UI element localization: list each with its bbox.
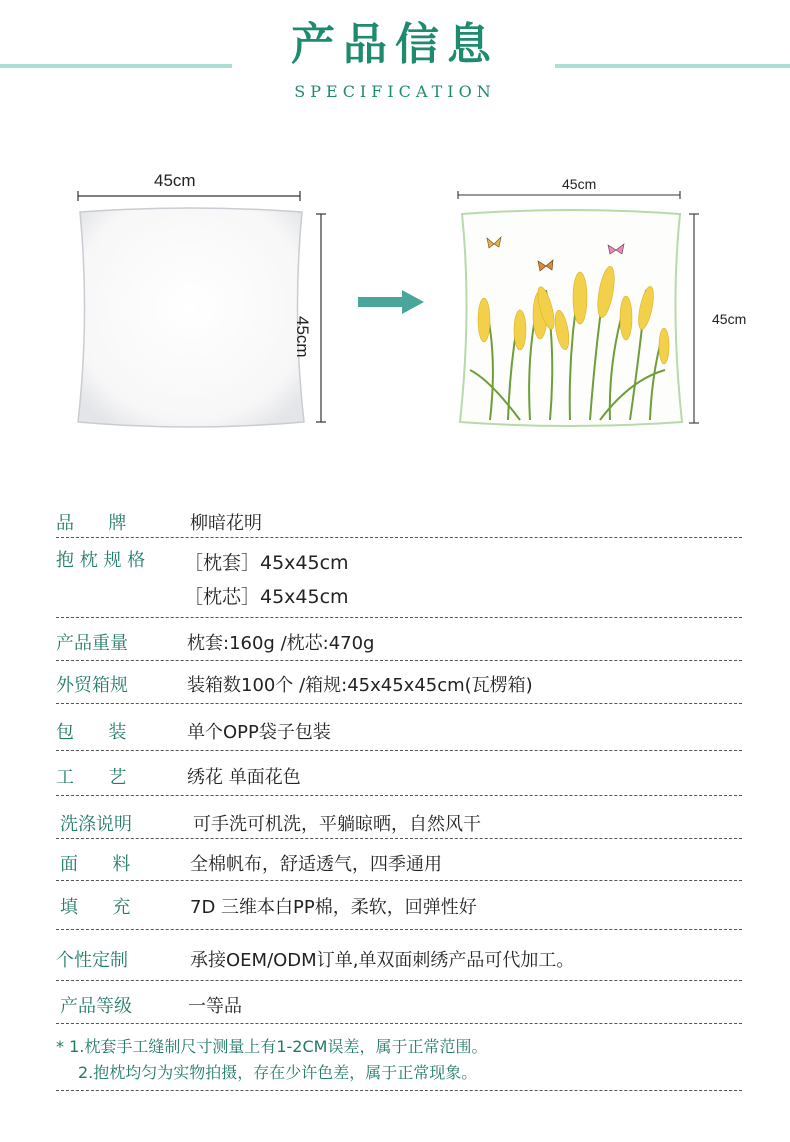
- arrow-icon: [358, 290, 428, 314]
- right-width-label: 45cm: [562, 176, 597, 192]
- spec-value-washing: 可手洗可机洗，平躺晾晒，自然风干: [193, 814, 481, 835]
- row-divider: [56, 1090, 742, 1091]
- spec-value-packaging: 单个OPP袋子包装: [187, 722, 331, 743]
- spec-label-fabric: 面 料: [60, 854, 131, 875]
- spec-value-size-insert: ［枕芯］45x45cm: [184, 586, 349, 608]
- right-height-label: 45cm: [712, 311, 747, 327]
- row-divider: [56, 838, 742, 839]
- pillow-insert-shape: [78, 208, 304, 427]
- spec-value-filling: 7D 三维本白PP棉，柔软，回弹性好: [190, 897, 477, 918]
- spec-label-filling: 填 充: [60, 897, 131, 918]
- page-title: 产品信息: [291, 19, 499, 70]
- row-divider: [56, 617, 742, 618]
- spec-label-carton: 外贸箱规: [56, 675, 128, 696]
- spec-label-size: 抱 枕 规 格: [56, 550, 146, 571]
- row-divider: [56, 880, 742, 881]
- left-width-label: 45cm: [154, 171, 196, 190]
- row-divider: [56, 703, 742, 704]
- spec-value-size-cover: ［枕套］45x45cm: [184, 552, 349, 574]
- spec-label-brand: 品 牌: [56, 513, 127, 534]
- left-height-label: 45cm: [293, 316, 312, 358]
- spec-label-grade: 产品等级: [60, 996, 132, 1017]
- spec-value-weight: 枕套:160g /枕芯:470g: [187, 633, 375, 654]
- spec-value-craft: 绣花 单面花色: [187, 767, 301, 788]
- row-divider: [56, 750, 742, 751]
- row-divider: [56, 980, 742, 981]
- spec-value-carton: 装箱数100个 /箱规:45x45x45cm(瓦楞箱): [187, 675, 533, 696]
- row-divider: [56, 537, 742, 538]
- note-line-2: 2.抱枕均匀为实物拍摄，存在少许色差，属于正常现象。: [78, 1063, 478, 1082]
- spec-value-custom: 承接OEM/ODM订单,单双面刺绣产品可代加工。: [190, 950, 575, 971]
- spec-label-weight: 产品重量: [56, 633, 128, 654]
- spec-label-craft: 工 艺: [56, 767, 127, 788]
- spec-value-fabric: 全棉帆布，舒适透气，四季通用: [190, 854, 442, 875]
- spec-label-washing: 洗涤说明: [60, 814, 132, 835]
- page-subtitle: SPECIFICATION: [294, 82, 496, 101]
- spec-label-packaging: 包 装: [56, 722, 127, 743]
- row-divider: [56, 1023, 742, 1024]
- row-divider: [56, 660, 742, 661]
- spec-value-grade: 一等品: [188, 996, 242, 1017]
- spec-value-brand: 柳暗花明: [190, 513, 262, 534]
- spec-label-custom: 个性定制: [56, 950, 128, 971]
- pillow-cover-diagram: [450, 180, 710, 430]
- row-divider: [56, 795, 742, 796]
- note-line-1: * 1.枕套手工缝制尺寸测量上有1-2CM误差，属于正常范围。: [56, 1037, 488, 1056]
- row-divider: [56, 929, 742, 930]
- pillow-insert-diagram: [60, 160, 360, 440]
